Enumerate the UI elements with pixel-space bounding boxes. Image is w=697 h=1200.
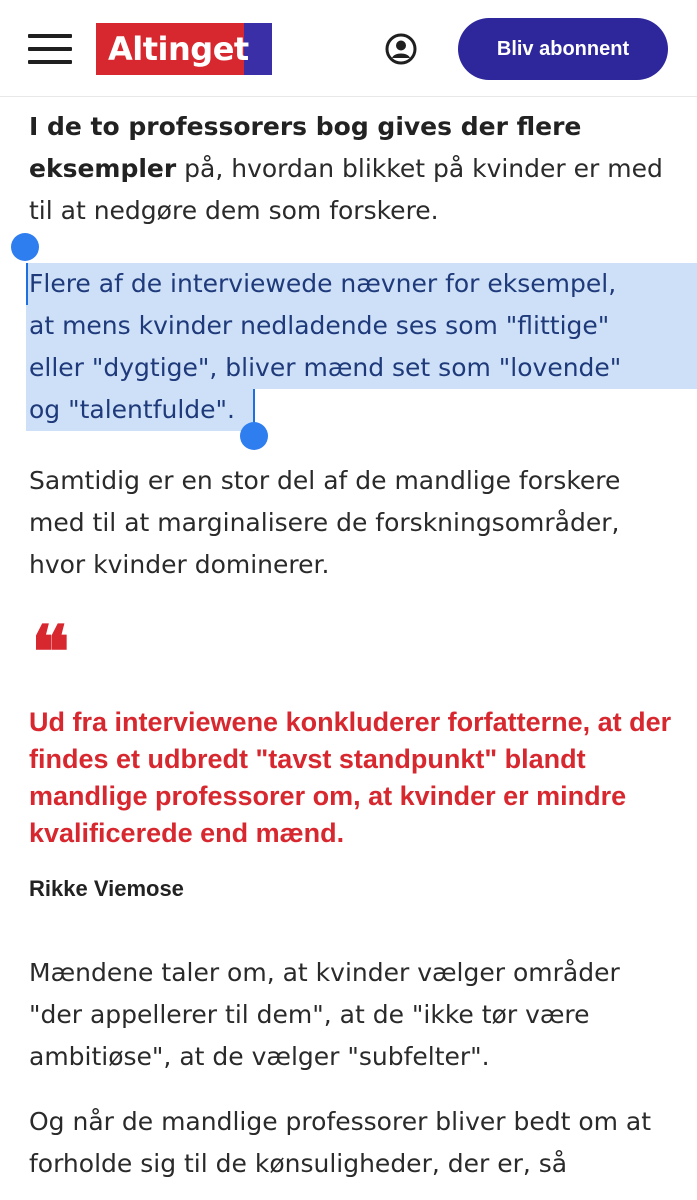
subscribe-button[interactable]: Bliv abonnent: [458, 18, 668, 80]
site-header: [0, 0, 697, 97]
selection-start-handle[interactable]: [11, 233, 39, 261]
pull-quote: Ud fra interviewene konkluderer forfatterne, at der findes et udbredt "tavst standpunkt" blandt mandlige professorer om, at kvinder er mindre kvalificerede end mænd.: [29, 707, 672, 848]
quote-author: Rikke Viemose: [29, 876, 184, 901]
paragraph-4: Mændene taler om, at kvinder vælger områder "der appellerer til dem", at de "ikke tør være ambitiøse", at de vælger "subfelter".: [29, 958, 620, 1071]
quote-icon: ❝: [31, 609, 70, 694]
paragraph-2-line: at mens kvinder nedladende ses som "flittige": [29, 311, 610, 340]
paragraph-1: [29, 106, 669, 232]
user-account-icon[interactable]: [385, 33, 417, 65]
menu-icon[interactable]: [28, 34, 72, 64]
paragraph-2-line: eller "dygtige", bliver mænd set som "lovende": [29, 353, 622, 382]
logo-text: Altinget: [108, 30, 249, 68]
selection-start-caret: [26, 263, 28, 305]
paragraph-2: [29, 263, 674, 431]
paragraph-1-bold: I de to professorers bog gives der flere eksempler: [29, 112, 582, 183]
selection-end-handle[interactable]: [240, 422, 268, 450]
paragraph-2-line: og "talentfulde".: [29, 395, 235, 424]
paragraph-1-text: på, hvordan blikket på kvinder er med til at nedgøre dem som forskere.: [29, 154, 663, 225]
paragraph-2-line: Flere af de interviewede nævner for eksempel,: [29, 269, 617, 298]
paragraph-3: Samtidig er en stor del af de mandlige forskere med til at marginalisere de forskningsområder, hvor kvinder dominerer.: [29, 466, 621, 579]
altinget-logo[interactable]: [96, 23, 272, 75]
paragraph-5: Og når de mandlige professorer bliver bedt om at forholde sig til de kønsuligheder, der er, så: [29, 1107, 652, 1178]
